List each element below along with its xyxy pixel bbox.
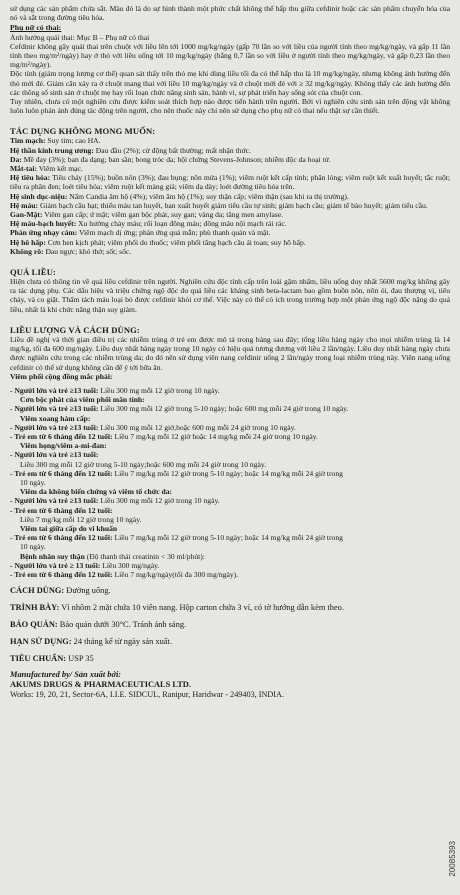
adverse-item: Phản ứng nhạy cảm: Viêm mạch dị ứng; phản ứng quá mẫn; phù thanh quản và mặt. [10, 228, 271, 238]
regimen-title: Viêm da không biến chứng và viêm tổ chức da: [20, 487, 173, 497]
regimen-line: - Trẻ em từ 6 tháng đến 12 tuổi: Liều 7 mg/kg mỗi 12 giờ trong 5-10 ngày; hoặc 14 mg/kg mỗi 24 giờ trong [10, 468, 343, 478]
adverse-item: Mắt-tai: Viêm kết mạc. [10, 164, 83, 174]
overdose-text: Hiện chưa có thông tin về quá liều cefdinir trên người. Nghiên cứu độc tính cấp trên loài gặm nhấm, liều uống duy nhất 5600 mg/kg không gây ra tác dụng phụ. Các dấu hiệu và triệu chứng ngộ độc do quá liều các kháng sinh beta-lactam bao gồm buồn nôn, nôn ói, đau thượng vị, tiêu chảy, và co giật. Thẩm tách máu loại bỏ được cefdinir khỏi cơ thể. Việc này có thể có ích trong trường hợp một phản ứng ngộ độc nặng do quá liều, nhất là khi chức năng thận suy giảm. [10, 277, 450, 314]
dosage-heading: LIỀU LƯỢNG VÀ CÁCH DÙNG: [10, 324, 140, 335]
adverse-item: Hệ tiêu hóa: Tiêu chảy (15%); buồn nôn (3%); đau bụng; nôn mửa (1%); viêm ruột kết cấp tính; phân lỏng; viêm ruột kết xuất huyết; tắc ruột; tiêu ra phân đen; loét tiêu hóa; viêm ruột kết màng giả; viêm dạ dày; loét đường tiêu hóa trên. [10, 173, 450, 192]
adverse-item: Không rõ: Đau ngực; khó thở; sốt; sốc. [10, 246, 132, 256]
regimen-title: Viêm họng/viêm a-mi-đan: [20, 441, 107, 451]
regimen-title: Cơn bộc phát của viêm phổi mãn tính: [20, 395, 145, 405]
manufacturer-name: AKUMS DRUGS & PHARMACEUTICALS LTD. [10, 680, 191, 690]
standard-line: TIÊU CHUẨN: USP 35 [10, 654, 94, 664]
regimen-line: - Người lớn và trẻ ≥13 tuổi: Liều 300 mg mỗi 12 giờ,hoặc 600 mg mỗi 24 giờ trong 10 ngày. [10, 422, 296, 432]
dosage-text: Liều đề nghị và thời gian điều trị các nhiễm trùng ở trẻ em được mô tả trong bảng sau đây; tổng liều hàng ngày cho mọi nhiễm trùng là 14 mg/kg, tối đa 600 mg/ngày. Liều duy nhất hàng ngày trong 10 ngày có hiệu quả tương đương với liều 2 lần/ngày. Liều duy nhất hàng ngày chưa được nghiên cứu trong các nhiễm trùng da; do đó nên sử dụng viên nang cefdinir uống 2 lần/ngày trong loại nhiễm trùng này. Viên nang uống cefdinir có thể sử dụng không cần để ý tới bữa ăn. [10, 334, 450, 372]
storage-line: BẢO QUẢN: Bảo quản dưới 30°C. Tránh ánh sáng. [10, 620, 187, 630]
usage-line: CÁCH DÙNG: Đường uống. [10, 586, 111, 596]
adverse-item: Hệ máu: Giảm bạch cầu hạt; thiếu máu tan huyết, ban xuất huyết giảm tiểu cầu tự sinh; giảm bạch cầu; giảm tế bào huyết; giảm tiểu cầu. [10, 200, 428, 210]
adverse-item: Hệ hô hấp: Cơn hen kịch phát; viêm phổi do thuốc; viêm phổi tăng bạch cầu ái toan; suy hô hấp. [10, 237, 306, 247]
adverse-heading: TÁC DỤNG KHÔNG MONG MUỐN: [10, 126, 156, 137]
adverse-item: Hệ thần kinh trung ương: Đau đầu (2%); cử động bất thường; mất nhận thức. [10, 145, 251, 155]
product-code: 20085393 [448, 841, 457, 877]
pregnancy-heading: Phụ nữ có thai: [10, 23, 62, 33]
regimen-line: - Người lớn và trẻ ≥13 tuổi: [10, 450, 99, 460]
regimen-line: - Người lớn và trẻ ≥13 tuổi: Liều 300 mg mỗi 12 giờ trong 10 ngày. [10, 496, 220, 506]
regimen-detail: Liều 7 mg/kg mỗi 12 giờ trong 10 ngày. [20, 514, 142, 524]
regimen-line: - Người lớn và trẻ ≥ 13 tuổi: Liều 300 mg/ngày. [10, 560, 160, 570]
regimen-title: Viêm phổi cộng đồng mắc phải: [10, 371, 113, 381]
regimen-detail: Liều 300 mg mỗi 12 giờ trong 5-10 ngày;hoặc 600 mg mỗi 24 giờ trong 10 ngày. [20, 459, 267, 469]
adverse-item: Da: Mề đay (3%); ban đa dạng; ban sần; bong tróc da; hội chứng Stevens-Johnson; nhiễm độc da hoại tử. [10, 154, 331, 164]
regimen-line: - Trẻ em từ 6 tháng đến 12 tuổi: Liều 7 mg/kg mỗi 12 giờ hoặc 14 mg/kg mỗi 24 giờ trong 10 ngày. [10, 431, 318, 441]
pregnancy-line: Ảnh hưởng quái thai: Mục B – Phụ nữ có thai [10, 32, 150, 42]
regimen-title: Bệnh nhân suy thận (Độ thanh thải creatinin < 30 ml/phút): [20, 551, 205, 561]
pregnancy-line: Độc tính (giảm trọng lượng cơ thể) quan sát thấy trên thỏ mẹ khi dùng liều tối đa có thể hấp thu là 10 mg/kg/ngày, nhưng không ảnh hưởng đến thỏ mới đẻ. Giảm cân xảy ra ở chuột mang thai với liều 10 mg/kg/ngày và ở chuột mới đẻ với ≥ 32 mg/kg/ngày. Không thấy các ảnh hưởng đến các thông số sinh sản ở chuột mẹ hay rối loạn chức năng sinh sản, hành vi, sự phát triển hay sống sót của chuột con. [10, 69, 450, 97]
manufacturer-by: Manufactured by/ Sản xuất bởi: [10, 670, 122, 680]
regimen-title: Viêm xoang hàm cấp: [20, 413, 91, 423]
adverse-list [10, 136, 450, 256]
regimen-line: - Trẻ em từ 6 tháng đến 12 tuổi: Liều 7 mg/kg mỗi 12 giờ trong 5-10 ngày; hoặc 14 mg/kg mỗi 24 giờ trong [10, 533, 343, 543]
regimen-detail: 10 ngày. [20, 477, 46, 487]
adverse-item: Hệ sinh dục-niệu: Nấm Candia âm hộ (4%); viêm âm hộ (1%); suy thận cấp; viêm thận (sau khi ra thị trường). [10, 191, 349, 201]
overdose-heading: QUÁ LIỀU: [10, 267, 57, 278]
regimen-detail: 10 ngày. [20, 542, 46, 552]
regimen-line: - Trẻ em từ 6 tháng đến 12 tuổi: [10, 505, 113, 515]
pregnancy-line: Tuy nhiên, chưa có một nghiên cứu được kiểm soát thích hợp nào được tiến hành trên người. Bởi vì nghiên cứu sinh sản trên động vật không luôn luôn phản ánh đúng tác động trên người, cho nên thuốc này chỉ nên sử dụng cho phụ nữ có thai nếu thật sự cần thiết. [10, 97, 450, 116]
presentation-line: TRÌNH BÀY: Vỉ nhôm 2 mặt chứa 10 viên nang. Hộp carton chứa 3 vỉ, có tờ hướng dẫn kèm theo. [10, 603, 344, 613]
manufacturer-address: Works: 19, 20, 21, Sector-6A, I.I.E. SIDCUL, Ranipur, Haridwar - 249403, INDIA. [10, 690, 284, 700]
adverse-item: Hệ máu-bạch huyết: Xu hướng chảy máu; rối loạn đông máu; đông máu nội mạch rải rác. [10, 219, 287, 229]
dosage-regimens [10, 372, 450, 579]
expiry-line: HẠN SỬ DỤNG: 24 tháng kể từ ngày sản xuất. [10, 637, 172, 647]
adverse-item: Gan-Mật: Viêm gan cấp; ứ mật; viêm gan bộc phát, suy gan; vàng da; tăng men amylase. [10, 210, 284, 220]
adverse-item: Tim mạch: Suy tim; cao HA. [10, 136, 101, 146]
intro-text: sử dụng các sản phẩm chứa sắt. Màu đỏ là do sự hình thành một phức chất không thể hấp thu giữa cefdinir hoặc các sản phẩm chuyển hóa của nó và sắt trong đường tiêu hóa. [10, 4, 450, 23]
regimen-line: - Người lớn và trẻ ≥13 tuổi: Liều 300 mg mỗi 12 giờ trong 5-10 ngày; hoặc 600 mg mỗi 24 giờ trong 10 ngày. [10, 404, 349, 414]
regimen-title: Viêm tai giữa cấp do vi khuẩn [20, 523, 118, 533]
regimen-line: - Người lớn và trẻ ≥13 tuổi: Liều 300 mg mỗi 12 giờ trong 10 ngày. [10, 385, 220, 395]
pregnancy-line: Cefdinir không gây quái thai trên chuột với liều lên tới 1000 mg/kg/ngày (gấp 70 lần so với liều của người tính theo mg/kg/ngày, và gấp 11 lần tính theo mg/m²/ngày) hay ở thỏ với liều uống tới 10 mg/kg/ngày (bằng 0,7 lần so với liều ở người tính theo mg/kg/ngày, và gấp 0,23 lần theo mg/m²/ngày). [10, 41, 450, 70]
regimen-line: - Trẻ em từ 6 tháng đến 12 tuổi: Liều 7 mg/kg/ngày(tối đa 300 mg/ngày). [10, 569, 239, 579]
